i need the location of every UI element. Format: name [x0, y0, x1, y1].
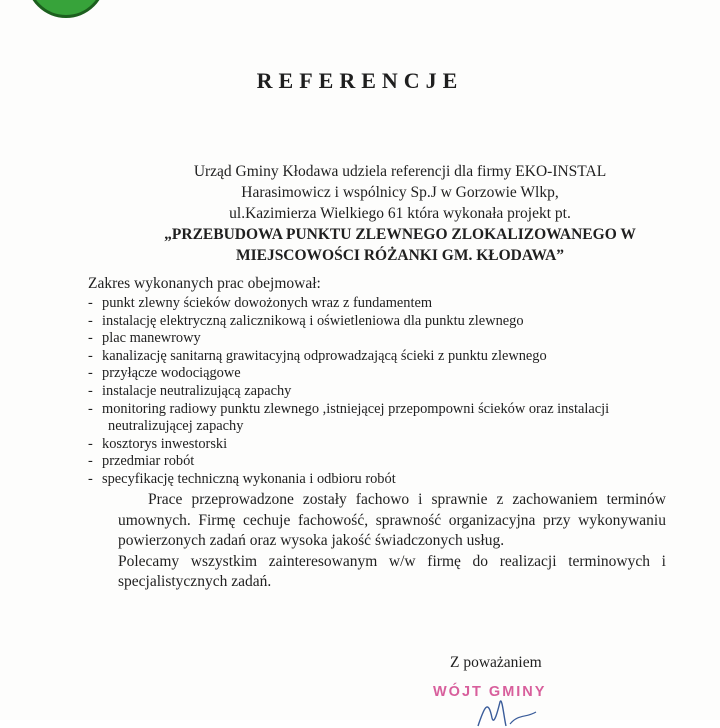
- intro-line: Urząd Gminy Kłodawa udziela referencji dla firmy EKO-INSTAL: [193, 163, 607, 180]
- list-item-text: plac manewrowy: [102, 330, 201, 347]
- list-item-text: punkt zlewny ścieków dowożonych wraz z fundamentem: [102, 295, 433, 311]
- list-item-text: instalację elektryczną zalicznikową i oświetleniowa dla punktu zlewnego: [102, 312, 524, 329]
- list-item-text: kanalizację sanitarną grawitacyjną odprowadzającą ścieki z punktu zlewnego: [102, 347, 547, 364]
- list-dash: -: [88, 453, 93, 470]
- list-item-text: monitoring radiowy punktu zlewnego ,istniejącej przepompowni ścieków oraz instalacji: [102, 400, 610, 417]
- intro-line: Harasimowicz i wspólnicy Sp.J w Gorzowie Wlkp,: [241, 184, 559, 201]
- list-item: [88, 436, 688, 454]
- list-item: [88, 348, 688, 366]
- list-item: [88, 330, 688, 348]
- body-text: [118, 490, 666, 593]
- intro-paragraph: [80, 161, 720, 266]
- municipality-logo: [26, 0, 106, 18]
- official-stamp: WÓJT GMINY: [433, 684, 547, 700]
- project-title-line: MIEJSCOWOŚCI RÓŻANKI GM. KŁODAWA”: [235, 247, 565, 264]
- list-item-text: kosztorys inwestorski: [102, 435, 228, 452]
- body-paragraph: Polecamy wszystkim zainteresowanym w/w firmę do realizacji terminowych i specjalistycznych zadań.: [118, 552, 666, 590]
- list-dash: -: [88, 312, 93, 329]
- list-item: [88, 383, 688, 401]
- scope-heading: Zakres wykonanych prac obejmował:: [88, 275, 321, 292]
- signature: [470, 688, 550, 728]
- closing-salutation: Z poważaniem: [450, 654, 542, 671]
- list-dash: -: [88, 295, 93, 311]
- list-item-text: przyłącze wodociągowe: [102, 365, 241, 382]
- signature-stroke: [510, 712, 536, 724]
- list-dash: -: [88, 365, 93, 382]
- project-title-line: „PRZEBUDOWA PUNKTU ZLEWNEGO ZLOKALIZOWANEGO W: [164, 226, 636, 243]
- list-item-continuation: neutralizującej zapachy: [108, 418, 244, 435]
- list-dash: -: [88, 347, 93, 364]
- list-item-text: przedmiar robót: [102, 453, 195, 470]
- list-dash: -: [88, 330, 93, 347]
- document-title: REFERENCJE: [256, 68, 464, 93]
- list-item: [88, 471, 688, 489]
- list-item: [88, 365, 688, 383]
- list-item: [88, 295, 688, 313]
- list-item: [88, 401, 688, 436]
- list-dash: -: [88, 400, 93, 417]
- list-item-text: instalacje neutralizującą zapachy: [102, 382, 292, 399]
- list-dash: -: [88, 382, 93, 399]
- list-item-text: specyfikację techniczną wykonania i odbioru robót: [102, 470, 396, 487]
- list-dash: -: [88, 435, 93, 452]
- scope-section: [88, 274, 688, 489]
- body-paragraph: Prace przeprowadzone zostały fachowo i sprawnie z zachowaniem terminów umownych. Firmę cechuje fachowość, sprawność organizacyjna przy wykonywaniu powierzonych zadań oraz wysoka jakość świadczonych usług.: [118, 491, 666, 549]
- scope-list: [88, 295, 688, 489]
- intro-line: ul.Kazimierza Wielkiego 61 która wykonała projekt pt.: [229, 205, 571, 222]
- signature-stroke: [478, 701, 506, 726]
- list-dash: -: [88, 470, 93, 487]
- list-item: [88, 453, 688, 471]
- list-item: [88, 313, 688, 331]
